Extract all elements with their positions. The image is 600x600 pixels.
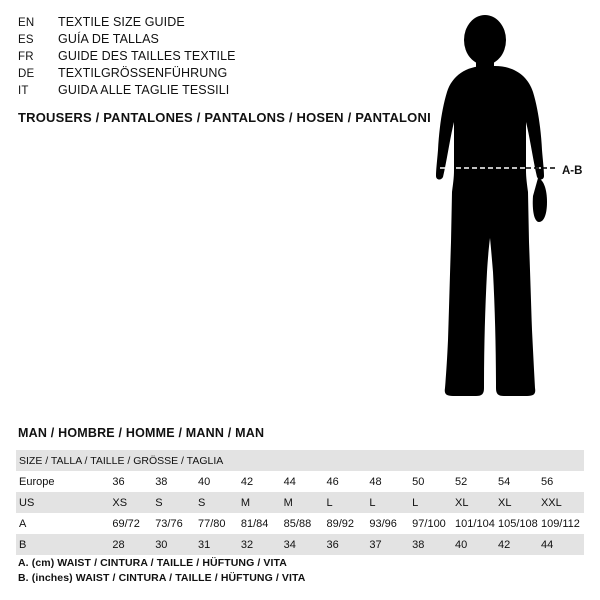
cell: 46	[326, 475, 339, 488]
cell: XL	[498, 496, 512, 509]
cell: XXL	[540, 496, 562, 509]
cell: 52	[455, 475, 468, 488]
language-code: DE	[18, 68, 35, 80]
language-title: TEXTILE SIZE GUIDE	[58, 15, 185, 29]
cell: 44	[283, 475, 296, 488]
notes-block	[18, 556, 305, 586]
language-title: GUIDA ALLE TAGLIE TESSILI	[58, 83, 230, 97]
cell: 32	[240, 538, 254, 551]
cell: 31	[198, 538, 211, 551]
cell: 56	[540, 475, 554, 488]
row-label: A	[19, 517, 27, 530]
table-row	[16, 534, 584, 555]
cell: 48	[369, 475, 382, 488]
cell: 105/108	[498, 517, 538, 530]
language-code: EN	[18, 17, 35, 29]
cell: 69/72	[112, 517, 140, 530]
table-row-size-header	[16, 450, 584, 471]
man-silhouette-icon	[400, 10, 600, 410]
cell: 44	[540, 538, 554, 551]
cell: 101/104	[455, 517, 495, 530]
cell: 36	[326, 538, 339, 551]
cell: L	[369, 496, 376, 509]
language-title: TEXTILGRÖSSENFÜHRUNG	[58, 66, 228, 80]
cell: 54	[498, 475, 511, 488]
cell: 38	[412, 538, 425, 551]
row-label: B	[19, 538, 27, 551]
cell: 85/88	[283, 517, 312, 530]
language-row	[18, 48, 418, 65]
cell: 37	[369, 538, 382, 551]
cell: L	[326, 496, 333, 509]
size-table	[16, 450, 584, 555]
cell: XS	[112, 496, 128, 509]
language-title-list	[18, 14, 418, 99]
cell: XL	[455, 496, 469, 509]
cell: 30	[155, 538, 168, 551]
language-row	[18, 82, 418, 99]
man-section-heading: MAN / HOMBRE / HOMME / MANN / MAN	[18, 426, 265, 440]
note-b: B. (inches) WAIST / CINTURA / TAILLE / HÜFTUNG / VITA	[18, 572, 306, 584]
cell: 89/92	[326, 517, 355, 530]
cell: 34	[283, 538, 296, 551]
cell: S	[155, 496, 163, 509]
cell: 97/100	[412, 517, 446, 530]
cell: 42	[240, 475, 254, 488]
language-code: IT	[18, 85, 29, 97]
cell: M	[283, 496, 293, 509]
cell: 36	[112, 475, 125, 488]
language-row	[18, 14, 418, 31]
language-title: GUÍA DE TALLAS	[58, 32, 159, 46]
cell: L	[412, 496, 419, 509]
cell: 77/80	[198, 517, 226, 530]
size-row-label: SIZE / TALLA / TAILLE / GRÖSSE / TAGLIA	[19, 454, 224, 467]
language-row	[18, 31, 418, 48]
cell: 50	[412, 475, 425, 488]
language-code: FR	[18, 51, 34, 63]
cell: 40	[455, 538, 468, 551]
note-a: A. (cm) WAIST / CINTURA / TAILLE / HÜFTUNG / VITA	[18, 557, 287, 569]
cell: 73/76	[155, 517, 183, 530]
language-title: GUIDE DES TAILLES TEXTILE	[58, 49, 236, 63]
cell: 42	[498, 538, 511, 551]
cell: 81/84	[240, 517, 269, 530]
table-row	[16, 471, 584, 492]
cell: 28	[112, 538, 125, 551]
language-row	[18, 65, 418, 82]
section-heading: TROUSERS / PANTALONES / PANTALONS / HOSEN / PANTALONI	[18, 110, 431, 125]
language-code: ES	[18, 34, 34, 46]
cell: S	[198, 496, 206, 509]
table-row	[16, 492, 584, 513]
cell: M	[240, 496, 251, 509]
cell: 109/112	[540, 517, 580, 530]
row-label: US	[19, 496, 35, 509]
table-row	[16, 513, 584, 534]
figure-illustration	[400, 10, 600, 410]
cell: 38	[155, 475, 168, 488]
cell: 40	[198, 475, 211, 488]
cell: 93/96	[369, 517, 397, 530]
measurement-label-ab: A-B	[562, 165, 583, 177]
row-label: Europe	[19, 475, 55, 488]
